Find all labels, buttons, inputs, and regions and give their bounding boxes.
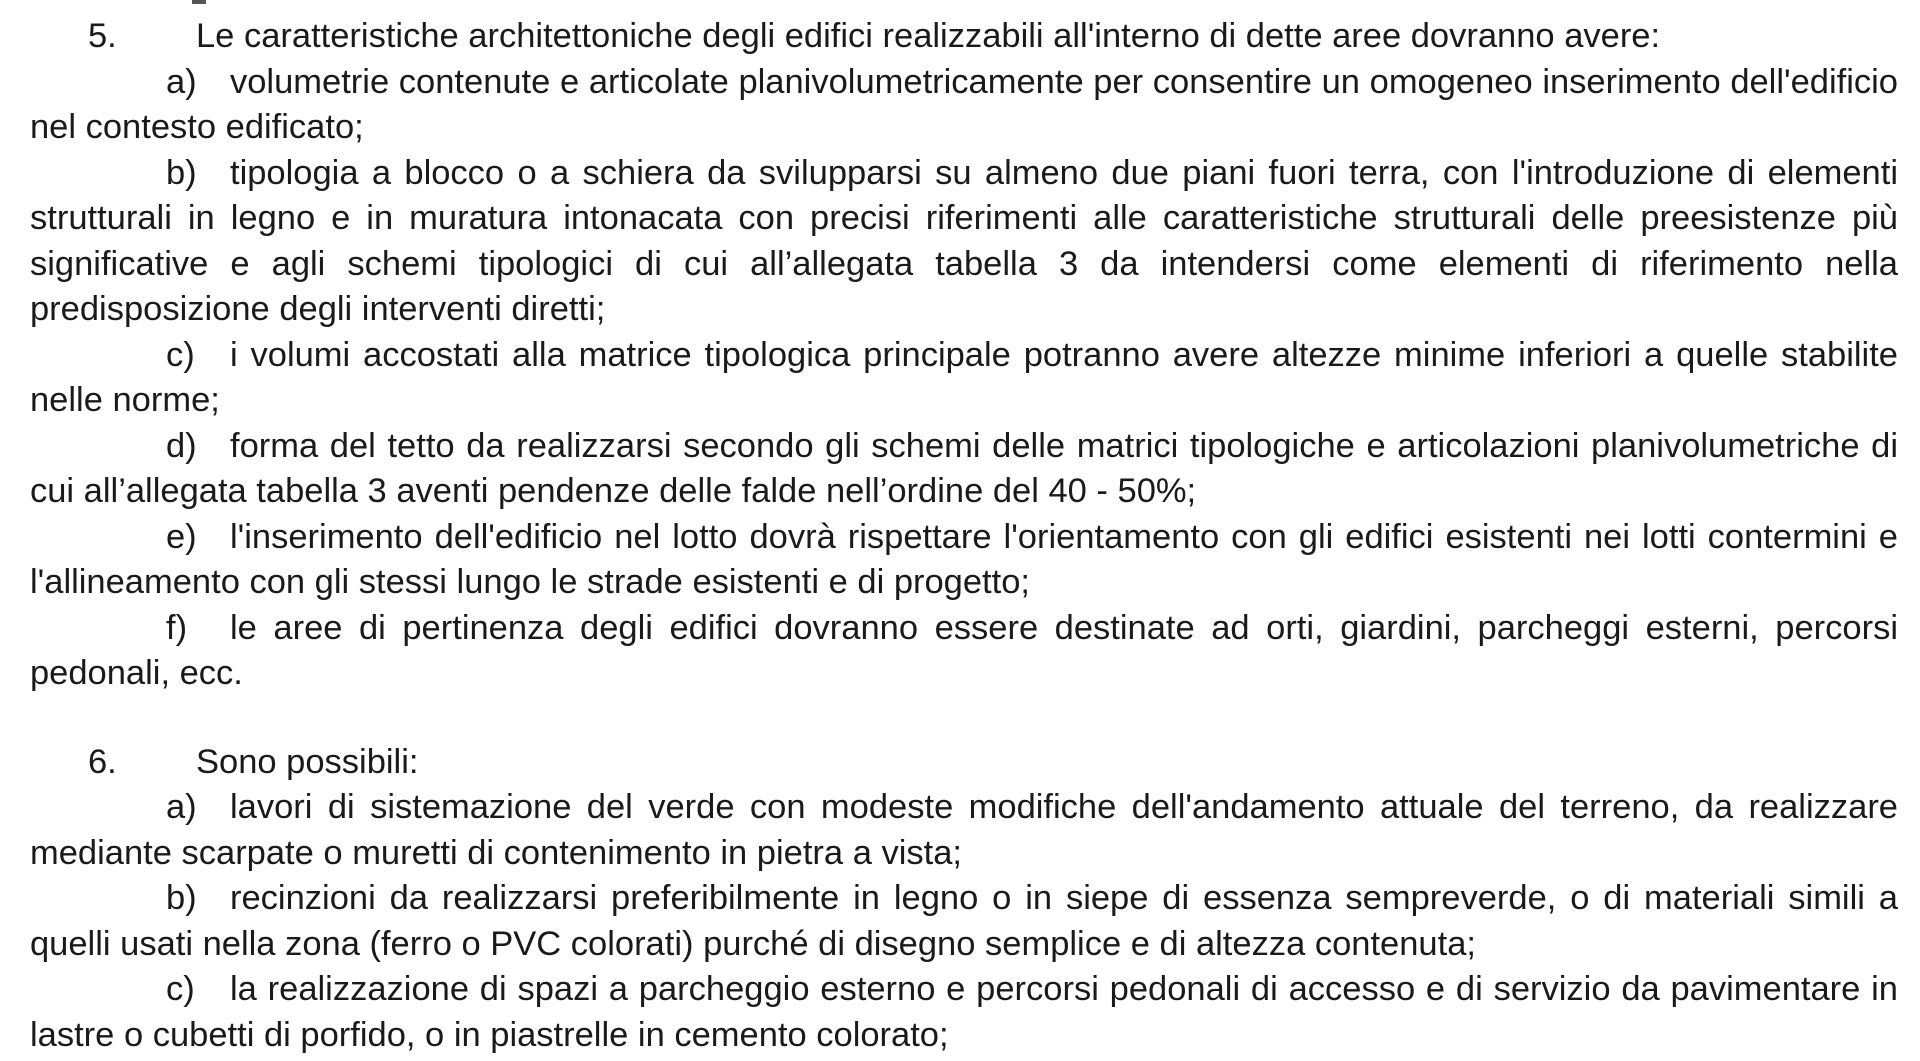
scan-mark	[192, 0, 206, 4]
section-heading	[30, 740, 1898, 786]
list-item	[30, 876, 1898, 967]
item-text: le aree di pertinenza degli edifici dovranno essere destinate ad orti, giardini, parcheggi esterni, percorsi pedonali, ecc.	[30, 608, 1898, 692]
item-text: forma del tetto da realizzarsi secondo gli schemi delle matrici tipologiche e articolazioni planivolumetriche di cui all’allegata tabella 3 aventi pendenze delle falde nell’ordine del 40 - 50%;	[30, 426, 1898, 510]
list-item	[30, 424, 1898, 515]
list-item	[30, 967, 1898, 1058]
item-text: i volumi accostati alla matrice tipologica principale potranno avere altezze minime inferiori a quelle stabilite nelle norme;	[30, 335, 1898, 419]
section-6	[30, 740, 1898, 1059]
list-item	[30, 333, 1898, 424]
section-number: 5.	[88, 17, 117, 55]
section-spacer	[30, 697, 1898, 740]
item-letter: f)	[166, 608, 188, 647]
list-item	[30, 60, 1898, 151]
item-letter: a)	[166, 788, 197, 826]
item-letter: b)	[166, 879, 197, 917]
section-5	[30, 14, 1898, 697]
item-letter: d)	[166, 426, 197, 465]
item-text: la realizzazione di spazi a parcheggio esterno e percorsi pedonali di accesso e di servizio da pavimentare in lastre o cubetti di porfido, o in piastrelle in cemento colorato;	[30, 970, 1898, 1054]
section-heading	[30, 14, 1898, 60]
item-letter: b)	[166, 153, 197, 192]
list-item	[30, 515, 1898, 606]
item-letter: e)	[166, 517, 197, 556]
list-item	[30, 151, 1898, 333]
list-item	[30, 785, 1898, 876]
item-letter: c)	[166, 970, 195, 1008]
document-page	[30, 14, 1898, 1058]
item-text: lavori di sistemazione del verde con modeste modifiche dell'andamento attuale del terreno, da realizzare mediante scarpate o muretti di contenimento in pietra a vista;	[30, 788, 1898, 872]
item-text: l'inserimento dell'edificio nel lotto dovrà rispettare l'orientamento con gli edifici esistenti nei lotti contermini e l'allineamento con gli stessi lungo le strade esistenti e di progetto;	[30, 517, 1898, 601]
item-text: volumetrie contenute e articolate planivolumetricamente per consentire un omogeneo inserimento dell'edificio nel contesto edificato;	[30, 62, 1898, 146]
item-letter: c)	[166, 335, 195, 374]
item-text: tipologia a blocco o a schiera da svilupparsi su almeno due piani fuori terra, con l'introduzione di elementi strutturali in legno e in muratura intonacata con precisi riferimenti alle caratteristiche strutturali delle preesistenze più significative e agli schemi tipologici di cui all’allegata tabella 3 da intendersi come elementi di riferimento nella predisposizione degli interventi diretti;	[30, 153, 1898, 328]
list-item	[30, 606, 1898, 697]
item-letter: a)	[166, 62, 197, 101]
section-intro: Sono possibili:	[196, 742, 419, 781]
section-number: 6.	[88, 742, 117, 781]
section-intro: Le caratteristiche architettoniche degli edifici realizzabili all'interno di dette aree dovranno avere:	[196, 17, 1661, 55]
item-text: recinzioni da realizzarsi preferibilmente in legno o in siepe di essenza sempreverde, o di materiali simili a quelli usati nella zona (ferro o PVC colorati) purché di disegno semplice e di altezza contenuta;	[30, 879, 1898, 963]
